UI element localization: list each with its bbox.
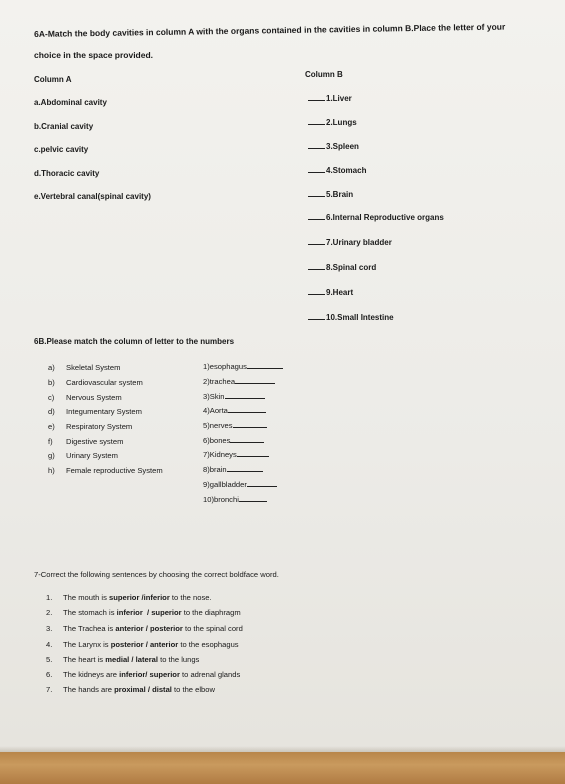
q6a-instructions-line1: 6A-Match the body cavities in column A with the organs contained in the cavities in column B.Place the letter of your	[34, 21, 506, 39]
q6b-system: Skeletal System	[66, 363, 121, 372]
answer-blank[interactable]	[308, 319, 325, 320]
q6b-organ: 9)gallbladder	[203, 480, 277, 489]
column-a-item: e.Vertebral canal(spinal cavity)	[34, 192, 151, 201]
column-b-item: 4.Stomach	[308, 166, 366, 175]
q7-choice: posterior / anterior	[110, 640, 179, 649]
q6b-system: Digestive system	[66, 437, 124, 446]
q6b-letter: b)	[48, 378, 55, 387]
q6b-organ: 6)bones	[203, 436, 264, 445]
q6b-organ: 4)Aorta	[203, 406, 266, 415]
answer-blank[interactable]	[228, 412, 266, 413]
q7-sentence: The Trachea is anterior / posterior to the spinal cord	[63, 624, 243, 633]
q7-number: 1.	[46, 593, 53, 602]
answer-blank[interactable]	[247, 368, 283, 369]
q7-choice: proximal / distal	[114, 685, 172, 694]
answer-blank[interactable]	[235, 383, 275, 384]
q6b-organ: 3)Skin	[203, 392, 265, 401]
q6b-letter: f)	[48, 437, 53, 446]
column-b-item: 6.Internal Reproductive organs	[308, 213, 444, 222]
q7-title: 7-Correct the following sentences by choosing the correct boldface word.	[34, 570, 279, 579]
q6b-letter: c)	[48, 393, 55, 402]
q7-choice: inferior / superior	[116, 608, 182, 617]
q6b-system: Integumentary System	[66, 407, 142, 416]
q7-choice: inferior/ superior	[119, 670, 180, 679]
column-b-item: 1.Liver	[308, 94, 352, 103]
answer-blank[interactable]	[308, 100, 325, 101]
answer-blank[interactable]	[308, 172, 325, 173]
q6a-instructions-line2: choice in the space provided.	[34, 50, 154, 60]
q6b-organ: 5)nerves	[203, 421, 267, 430]
answer-blank[interactable]	[308, 219, 325, 220]
q7-sentence: The hands are proximal / distal to the elbow	[63, 685, 215, 694]
column-a-header: Column A	[34, 75, 72, 84]
answer-blank[interactable]	[308, 244, 325, 245]
q7-sentence: The Larynx is posterior / anterior to the esophagus	[63, 640, 239, 649]
q7-choice: anterior / posterior	[115, 624, 183, 633]
q6b-letter: e)	[48, 422, 55, 431]
answer-blank[interactable]	[308, 196, 325, 197]
column-b-item: 2.Lungs	[308, 118, 357, 127]
column-b-item: 9.Heart	[308, 288, 353, 297]
q6b-letter: d)	[48, 407, 55, 416]
q7-number: 3.	[46, 624, 53, 633]
column-b-header: Column B	[305, 70, 343, 79]
q7-sentence: The kidneys are inferior/ superior to adrenal glands	[63, 670, 241, 679]
answer-blank[interactable]	[227, 471, 263, 472]
answer-blank[interactable]	[225, 398, 265, 399]
answer-blank[interactable]	[233, 427, 267, 428]
q6b-letter: g)	[48, 451, 55, 460]
q6b-organ: 2)trachea	[203, 377, 275, 386]
q7-number: 5.	[46, 655, 53, 664]
q7-sentence: The stomach is inferior / superior to the diaphragm	[63, 608, 241, 617]
column-b-item: 3.Spleen	[308, 142, 359, 151]
q6b-organ: 10)bronchi	[203, 495, 267, 504]
q7-choice: superior /inferior	[109, 593, 170, 602]
q7-number: 4.	[46, 640, 53, 649]
answer-blank[interactable]	[308, 124, 325, 125]
answer-blank[interactable]	[308, 294, 325, 295]
answer-blank[interactable]	[237, 456, 269, 457]
column-a-item: d.Thoracic cavity	[34, 169, 100, 178]
q6b-system: Female reproductive System	[66, 466, 163, 475]
q7-sentence: The mouth is superior /inferior to the nose.	[63, 593, 212, 602]
q7-choice: medial / lateral	[105, 655, 158, 664]
column-b-item: 10.Small Intestine	[308, 313, 394, 322]
q6b-organ: 8)brain	[203, 465, 263, 474]
q6b-system: Nervous System	[66, 393, 122, 402]
q6b-title: 6B.Please match the column of letter to the numbers	[34, 337, 235, 346]
q7-number: 2.	[46, 608, 53, 617]
q7-number: 7.	[46, 685, 53, 694]
q6b-system: Cardiovascular system	[66, 378, 143, 387]
column-a-item: b.Cranial cavity	[34, 122, 94, 131]
answer-blank[interactable]	[308, 269, 325, 270]
q6b-system: Respiratory System	[66, 422, 133, 431]
q6b-organ: 1)esophagus	[203, 362, 283, 371]
q6b-letter: h)	[48, 466, 55, 475]
answer-blank[interactable]	[230, 442, 264, 443]
answer-blank[interactable]	[239, 501, 267, 502]
column-a-item: c.pelvic cavity	[34, 145, 89, 154]
q6b-organ: 7)Kidneys	[203, 450, 269, 459]
q6b-system: Urinary System	[66, 451, 118, 460]
q7-number: 6.	[46, 670, 53, 679]
answer-blank[interactable]	[247, 486, 277, 487]
column-b-item: 5.Brain	[308, 190, 353, 199]
q6b-letter: a)	[48, 363, 55, 372]
wooden-table-surface	[0, 752, 565, 784]
column-b-item: 7.Urinary bladder	[308, 238, 392, 247]
q7-sentence: The heart is medial / lateral to the lungs	[63, 655, 200, 664]
column-a-item: a.Abdominal cavity	[34, 98, 107, 107]
column-b-item: 8.Spinal cord	[308, 263, 376, 272]
answer-blank[interactable]	[308, 148, 325, 149]
